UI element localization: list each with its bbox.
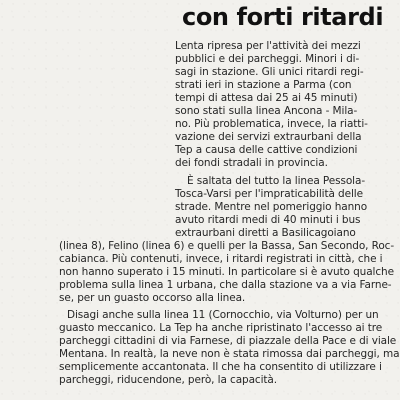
- article-line-22: guasto meccanico. La Tep ha anche ripristinato l'accesso ai tre: [59, 322, 383, 334]
- headline: con forti ritardi: [182, 3, 384, 31]
- article-line-6: sono stati sulla linea Ancona - Mila-: [175, 105, 358, 117]
- article-line-11: È saltata del tutto la linea Pessola-: [187, 175, 366, 187]
- article-line-8: vazione dei servizi extraurbani della: [175, 131, 362, 143]
- article-line-21: Disagi anche sulla linea 11 (Cornocchio, via Volturno) per un: [67, 309, 379, 321]
- article-line-9: Tep a causa delle cattive condizioni: [175, 144, 358, 156]
- article-line-2: pubblici e dei parcheggi. Minori i di-: [175, 53, 360, 65]
- article-line-12: Tosca-Varsi per l'impraticabilità delle: [175, 188, 363, 200]
- article-line-19: problema sulla linea 1 urbana, che dalla stazione va a via Farne-: [59, 279, 392, 291]
- article-line-4: strati ieri in stazione a Parma (con: [175, 79, 352, 91]
- article-line-18: non hanno superato i 15 minuti. In particolare si è avuto qualche: [59, 266, 394, 278]
- article-line-15: extraurbani diretti a Basilicagoiano: [175, 227, 356, 239]
- article-line-3: sagi in stazione. Gli unici ritardi regi-: [175, 66, 364, 78]
- article-line-5: tempi di attesa dai 25 ai 45 minuti): [175, 92, 358, 104]
- article-line-1: Lenta ripresa per l'attività dei mezzi: [175, 40, 361, 52]
- article-line-23: parcheggi cittadini di via Farnese, di piazzale della Pace e di viale: [59, 335, 397, 347]
- article-line-14: avuto ritardi medi di 40 minuti i bus: [175, 214, 361, 226]
- article-line-13: strade. Mentre nel pomeriggio hanno: [175, 201, 368, 213]
- article-line-17: cabianca. Più contenuti, invece, i ritardi registrati in città, che i: [59, 253, 383, 265]
- article-line-7: no. Più problematica, invece, la riatti-: [175, 118, 368, 130]
- article-line-16: (linea 8), Felino (linea 6) e quelli per la Bassa, San Secondo, Roc-: [59, 240, 395, 252]
- article-line-20: se, per un guasto occorso alla linea.: [59, 292, 246, 304]
- article-line-26: parcheggi, riducendone, però, la capacità.: [59, 374, 278, 386]
- article-line-24: Mentana. In realtà, la neve non è stata rimossa dai parcheggi, ma: [59, 348, 400, 360]
- article-line-10: dei fondi stradali in provincia.: [175, 157, 328, 169]
- article-line-25: semplicemente accantonata. Il che ha consentito di utilizzare i: [59, 361, 382, 373]
